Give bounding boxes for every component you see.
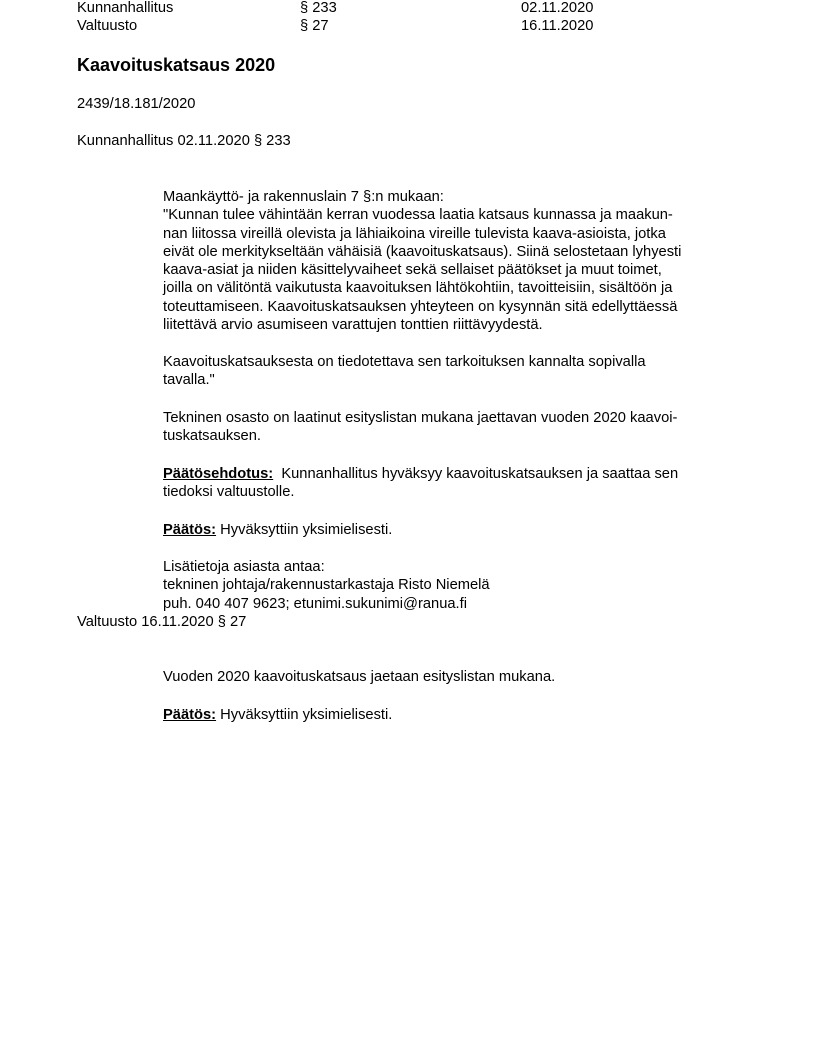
paragraph-line: "Kunnan tulee vähintään kerran vuodessa laatia katsaus kunnassa ja maakun- xyxy=(163,207,673,224)
header-section: § 233 xyxy=(300,0,337,16)
proposal-text-continued: tiedoksi valtuustolle. xyxy=(163,484,295,501)
meeting2-text: Vuoden 2020 kaavoituskatsaus jaetaan esityslistan mukana. xyxy=(163,669,556,685)
meeting2-heading: Valtuusto 16.11.2020 § 27 xyxy=(77,614,247,630)
decision-label: Päätös: xyxy=(163,522,217,538)
header-row-kunnanhallitus xyxy=(0,0,816,17)
decision-line-2 xyxy=(163,706,392,724)
proposal-paragraph xyxy=(163,465,733,502)
paragraph-line: toteuttamiseen. Kaavoituskatsauksen yhteyteen on kysynnän sitä edellyttäessä xyxy=(163,298,678,315)
proposal-line-1 xyxy=(163,465,733,483)
proposal-text: Kunnanhallitus hyväksyy kaavoituskatsauksen ja saattaa sen xyxy=(281,466,679,482)
header-date: 16.11.2020 xyxy=(521,18,594,34)
paragraph-line: liitettävä arvio asumiseen varattujen tonttien riittävyydestä. xyxy=(163,317,543,334)
decision-text: Hyväksyttiin yksimielisesti. xyxy=(220,707,393,723)
decision-paragraph xyxy=(163,521,733,539)
contact-line: Lisätietoja asiasta antaa: xyxy=(163,559,325,575)
notice-paragraph xyxy=(163,353,733,390)
proposal-label: Päätösehdotus: xyxy=(163,466,274,482)
decision-label: Päätös: xyxy=(163,707,217,723)
decision-line xyxy=(163,521,733,539)
prepared-paragraph xyxy=(163,409,733,446)
decision-text: Hyväksyttiin yksimielisesti. xyxy=(220,522,393,538)
meeting1-heading: Kunnanhallitus 02.11.2020 § 233 xyxy=(77,133,291,149)
contact-line: tekninen johtaja/rakennustarkastaja Risto Niemelä xyxy=(163,577,490,594)
paragraph-line: tuskatsauksen. xyxy=(163,428,261,445)
paragraph-line: kaava-asiat ja niiden käsittelyvaiheet sekä sellaiset päätökset ja muut toimet, xyxy=(163,262,662,279)
paragraph-line: tavalla." xyxy=(163,372,215,389)
header-body: Kunnanhallitus xyxy=(77,0,174,16)
page-title: Kaavoituskatsaus 2020 xyxy=(77,55,276,75)
paragraph-line: Maankäyttö- ja rakennuslain 7 §:n mukaan: xyxy=(163,189,444,205)
header-date: 02.11.2020 xyxy=(521,0,594,16)
record-number: 2439/18.181/2020 xyxy=(77,96,196,112)
paragraph-line: Kaavoituskatsauksesta on tiedotettava sen tarkoituksen kannalta sopivalla xyxy=(163,354,646,370)
law-quote-paragraph xyxy=(163,188,733,334)
paragraph-line: nan liitossa vireillä olevista ja lähiaikoina vireille tulevista kaava-asioista, jotka xyxy=(163,225,666,242)
header-row-valtuusto xyxy=(0,17,816,35)
paragraph-line: Tekninen osasto on laatinut esityslistan mukana jaettavan vuoden 2020 kaavoi- xyxy=(163,410,678,426)
header-section: § 27 xyxy=(300,18,329,34)
header-body: Valtuusto xyxy=(77,18,138,34)
contact-line: puh. 040 407 9623; etunimi.sukunimi@ranua.fi xyxy=(163,595,467,612)
paragraph-line: joilla on välitöntä vaikutusta kaavoituksen lähtökohtiin, tavoitteisiin, sisältöön ja xyxy=(163,280,673,297)
paragraph-line: eivät ole merkitykseltään vähäisiä (kaavoituskatsaus). Siinä selostetaan lyhyesti xyxy=(163,243,682,260)
contact-paragraph xyxy=(163,558,733,613)
